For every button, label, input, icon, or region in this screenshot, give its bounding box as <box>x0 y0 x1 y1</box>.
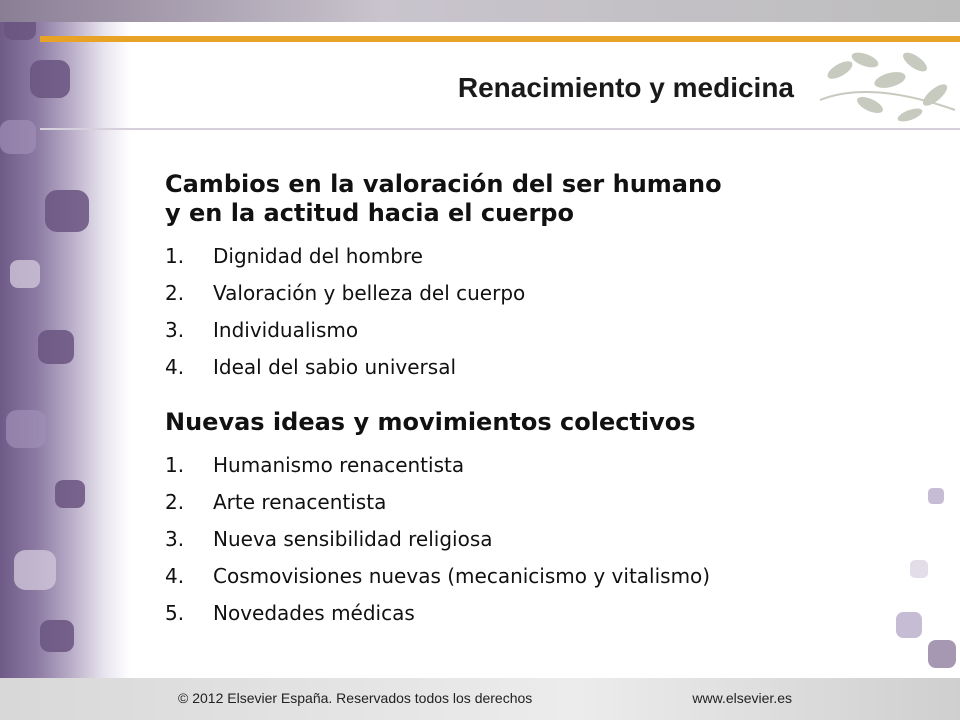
decorative-hexagon <box>45 190 89 232</box>
item-number: 4. <box>165 564 185 588</box>
left-decorative-panel <box>0 0 130 720</box>
decorative-hexagon <box>38 330 74 364</box>
item-text: Dignidad del hombre <box>213 244 423 268</box>
item-number: 1. <box>165 453 185 477</box>
list-item <box>165 595 905 632</box>
decorative-hexagon <box>928 488 944 504</box>
numbered-list <box>165 447 905 632</box>
list-item <box>165 521 905 558</box>
item-number: 3. <box>165 527 185 551</box>
item-number: 4. <box>165 355 185 379</box>
slide-content <box>165 170 905 632</box>
list-item <box>165 312 905 349</box>
item-text: Arte renacentista <box>213 490 387 514</box>
item-text: Nueva sensibilidad religiosa <box>213 527 493 551</box>
decorative-hexagon <box>10 260 40 288</box>
footer-bar <box>0 678 960 720</box>
decorative-hexagon <box>6 410 46 448</box>
decorative-hexagon <box>910 560 928 578</box>
decorative-hexagon <box>0 120 36 154</box>
section-heading <box>165 170 905 228</box>
list-item <box>165 275 905 312</box>
list-item <box>165 238 905 275</box>
top-decorative-bar <box>0 0 960 22</box>
decorative-hexagon <box>30 60 70 98</box>
list-item <box>165 349 905 386</box>
item-text: Novedades médicas <box>213 601 415 625</box>
list-item <box>165 558 905 595</box>
item-text: Ideal del sabio universal <box>213 355 457 379</box>
list-item <box>165 447 905 484</box>
item-number: 5. <box>165 601 185 625</box>
item-number: 1. <box>165 244 185 268</box>
numbered-list <box>165 238 905 386</box>
item-number: 2. <box>165 490 185 514</box>
section-heading-line: y en la actitud hacia el cuerpo <box>165 199 574 227</box>
section-heading-line: Cambios en la valoración del ser humano <box>165 170 722 198</box>
item-number: 2. <box>165 281 185 305</box>
item-text: Humanismo renacentista <box>213 453 465 477</box>
decorative-hexagon <box>928 640 956 668</box>
item-text: Cosmovisiones nuevas (mecanicismo y vitalismo) <box>213 564 711 588</box>
item-number: 3. <box>165 318 185 342</box>
decorative-hexagon <box>55 480 85 508</box>
decorative-hexagon <box>40 620 74 652</box>
slide-title: Renacimiento y medicina <box>457 72 794 103</box>
item-text: Individualismo <box>213 318 359 342</box>
copyright-notice: © 2012 Elsevier España. Reservados todos los derechos <box>178 690 533 706</box>
leaf-decoration-icon <box>810 40 960 130</box>
list-item <box>165 484 905 521</box>
decorative-hexagon <box>14 550 56 590</box>
item-text: Valoración y belleza del cuerpo <box>213 281 526 305</box>
section-heading: Nuevas ideas y movimientos colectivos <box>165 408 696 436</box>
website-link[interactable]: www.elsevier.es <box>692 690 792 706</box>
